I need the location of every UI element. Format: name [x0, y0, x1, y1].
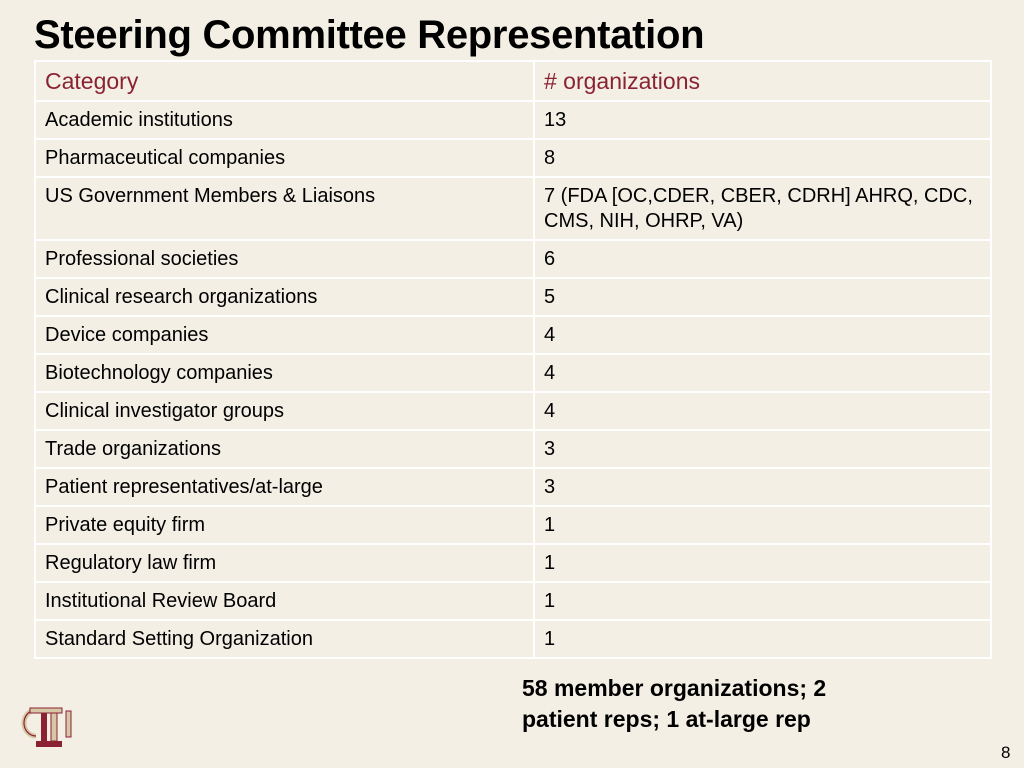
category-cell: Institutional Review Board — [35, 582, 534, 620]
table-row — [35, 620, 991, 658]
count-cell: 1 — [534, 620, 991, 658]
count-cell: 5 — [534, 278, 991, 316]
table-row — [35, 392, 991, 430]
membership-summary: 58 member organizations; 2 patient reps; 1 at-large rep — [522, 675, 827, 732]
category-cell: Regulatory law firm — [35, 544, 534, 582]
table-row — [35, 240, 991, 278]
table-row — [35, 354, 991, 392]
table-row — [35, 544, 991, 582]
table-row — [35, 177, 991, 240]
category-cell: Device companies — [35, 316, 534, 354]
category-cell: Clinical investigator groups — [35, 392, 534, 430]
count-cell: 13 — [534, 101, 991, 139]
count-cell: 1 — [534, 544, 991, 582]
category-cell: Clinical research organizations — [35, 278, 534, 316]
table-body — [35, 101, 991, 658]
table-row — [35, 582, 991, 620]
category-cell: Trade organizations — [35, 430, 534, 468]
count-cell: 1 — [534, 506, 991, 544]
count-cell: 3 — [534, 468, 991, 506]
representation-table-container — [34, 60, 990, 659]
table-row — [35, 316, 991, 354]
category-cell: Academic institutions — [35, 101, 534, 139]
table-row — [35, 506, 991, 544]
count-cell: 7 (FDA [OC,CDER, CBER, CDRH] AHRQ, CDC, CMS, NIH, OHRP, VA) — [534, 177, 991, 240]
table-row — [35, 278, 991, 316]
count-cell: 6 — [534, 240, 991, 278]
table-row — [35, 139, 991, 177]
table-row — [35, 468, 991, 506]
representation-table — [34, 60, 992, 659]
count-cell: 4 — [534, 316, 991, 354]
category-cell: Standard Setting Organization — [35, 620, 534, 658]
count-cell: 4 — [534, 392, 991, 430]
category-cell: Patient representatives/at-large — [35, 468, 534, 506]
category-cell: Pharmaceutical companies — [35, 139, 534, 177]
table-header-row — [35, 61, 991, 101]
count-cell: 4 — [534, 354, 991, 392]
category-cell: Professional societies — [35, 240, 534, 278]
count-cell: 3 — [534, 430, 991, 468]
table-row — [35, 101, 991, 139]
column-header-organizations: # organizations — [534, 61, 991, 101]
ctti-logo-icon — [14, 696, 78, 752]
count-cell: 1 — [534, 582, 991, 620]
category-cell: Private equity firm — [35, 506, 534, 544]
page-number: 8 — [1001, 743, 1011, 762]
column-header-category: Category — [35, 61, 534, 101]
count-cell: 8 — [534, 139, 991, 177]
category-cell: Biotechnology companies — [35, 354, 534, 392]
table-row — [35, 430, 991, 468]
slide-title: Steering Committee Representation — [34, 13, 705, 57]
category-cell: US Government Members & Liaisons — [35, 177, 534, 240]
